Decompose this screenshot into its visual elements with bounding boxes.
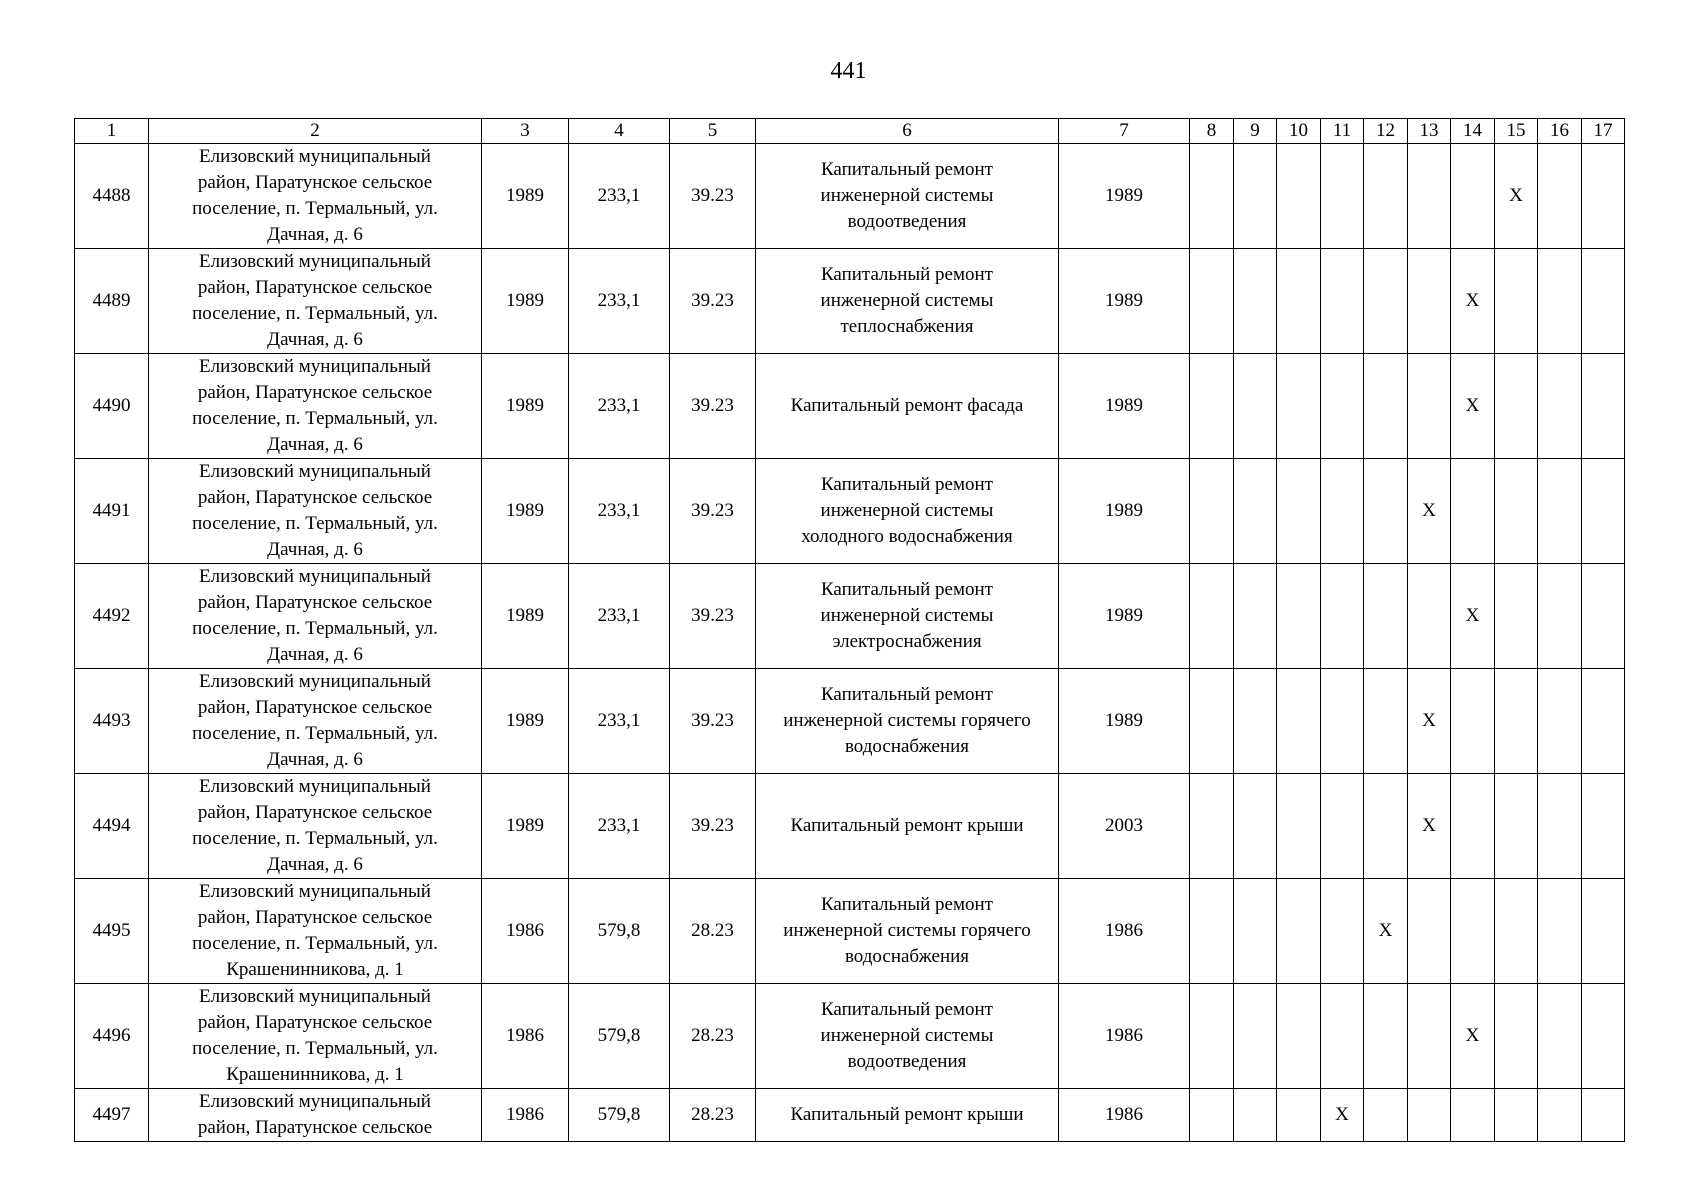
period-cell-10 <box>1277 984 1321 1089</box>
code-cell: 39.23 <box>670 144 756 249</box>
mark-cell: X <box>1495 144 1538 249</box>
period-cell-16 <box>1538 669 1582 774</box>
period-cell-10 <box>1277 144 1321 249</box>
period-cell-8 <box>1190 669 1234 774</box>
period-cell-16 <box>1538 984 1582 1089</box>
period-cell-16 <box>1538 459 1582 564</box>
period-cell-14 <box>1451 669 1495 774</box>
period-cell-15 <box>1495 774 1538 879</box>
period-cell-15 <box>1495 669 1538 774</box>
table-body <box>75 119 1625 1142</box>
period-cell-14 <box>1451 879 1495 984</box>
period-cell-10 <box>1277 459 1321 564</box>
build-year-cell: 1989 <box>482 249 569 354</box>
table-row <box>75 144 1625 249</box>
work-type-cell: Капитальный ремонт инженерной системы горячего водоснабжения <box>756 879 1059 984</box>
work-type-cell: Капитальный ремонт инженерной системы водоотведения <box>756 984 1059 1089</box>
build-year-cell: 1989 <box>482 144 569 249</box>
column-header-13: 13 <box>1408 119 1451 144</box>
build-year-cell: 1989 <box>482 459 569 564</box>
period-cell-14 <box>1451 774 1495 879</box>
work-year-cell: 1986 <box>1059 984 1190 1089</box>
area-cell: 579,8 <box>569 1089 670 1142</box>
build-year-cell: 1986 <box>482 984 569 1089</box>
table-row <box>75 564 1625 669</box>
period-cell-14 <box>1451 459 1495 564</box>
period-cell-15 <box>1495 879 1538 984</box>
period-cell-13 <box>1408 879 1451 984</box>
area-cell: 233,1 <box>569 459 670 564</box>
mark-cell: X <box>1408 669 1451 774</box>
column-header-2: 2 <box>149 119 482 144</box>
period-cell-15 <box>1495 1089 1538 1142</box>
period-cell-15 <box>1495 249 1538 354</box>
column-header-5: 5 <box>670 119 756 144</box>
period-cell-17 <box>1582 354 1625 459</box>
mark-cell: X <box>1451 984 1495 1089</box>
period-cell-15 <box>1495 984 1538 1089</box>
code-cell: 39.23 <box>670 459 756 564</box>
period-cell-12 <box>1364 774 1408 879</box>
row-id: 4489 <box>75 249 149 354</box>
work-type-cell: Капитальный ремонт инженерной системы электроснабжения <box>756 564 1059 669</box>
table-row <box>75 1089 1625 1142</box>
work-type-cell: Капитальный ремонт фасада <box>756 354 1059 459</box>
period-cell-11 <box>1321 669 1364 774</box>
row-id: 4492 <box>75 564 149 669</box>
period-cell-12 <box>1364 144 1408 249</box>
period-cell-12 <box>1364 1089 1408 1142</box>
row-id: 4490 <box>75 354 149 459</box>
column-header-7: 7 <box>1059 119 1190 144</box>
row-id: 4495 <box>75 879 149 984</box>
period-cell-14 <box>1451 1089 1495 1142</box>
period-cell-16 <box>1538 249 1582 354</box>
column-header-10: 10 <box>1277 119 1321 144</box>
period-cell-11 <box>1321 354 1364 459</box>
column-header-4: 4 <box>569 119 670 144</box>
period-cell-13 <box>1408 354 1451 459</box>
mark-cell: X <box>1451 564 1495 669</box>
column-header-17: 17 <box>1582 119 1625 144</box>
period-cell-17 <box>1582 144 1625 249</box>
register-table <box>74 118 1625 1142</box>
period-cell-9 <box>1234 984 1277 1089</box>
table-row <box>75 774 1625 879</box>
period-cell-16 <box>1538 879 1582 984</box>
period-cell-10 <box>1277 564 1321 669</box>
period-cell-15 <box>1495 354 1538 459</box>
period-cell-17 <box>1582 984 1625 1089</box>
period-cell-8 <box>1190 1089 1234 1142</box>
mark-cell: X <box>1408 459 1451 564</box>
code-cell: 28.23 <box>670 1089 756 1142</box>
work-type-cell: Капитальный ремонт инженерной системы холодного водоснабжения <box>756 459 1059 564</box>
code-cell: 39.23 <box>670 669 756 774</box>
code-cell: 39.23 <box>670 354 756 459</box>
address-cell: Елизовский муниципальный район, Паратунское сельское поселение, п. Термальный, ул. Дачная, д. 6 <box>149 564 482 669</box>
period-cell-11 <box>1321 879 1364 984</box>
period-cell-12 <box>1364 564 1408 669</box>
code-cell: 39.23 <box>670 249 756 354</box>
address-cell: Елизовский муниципальный район, Паратунское сельское поселение, п. Термальный, ул. Дачная, д. 6 <box>149 249 482 354</box>
mark-cell: X <box>1408 774 1451 879</box>
period-cell-9 <box>1234 1089 1277 1142</box>
column-header-8: 8 <box>1190 119 1234 144</box>
row-id: 4497 <box>75 1089 149 1142</box>
work-year-cell: 1986 <box>1059 1089 1190 1142</box>
period-cell-11 <box>1321 564 1364 669</box>
period-cell-10 <box>1277 774 1321 879</box>
column-header-16: 16 <box>1538 119 1582 144</box>
header-row <box>75 119 1625 144</box>
build-year-cell: 1989 <box>482 774 569 879</box>
column-header-6: 6 <box>756 119 1059 144</box>
period-cell-12 <box>1364 984 1408 1089</box>
address-cell: Елизовский муниципальный район, Паратунское сельское поселение, п. Термальный, ул. Крашенинникова, д. 1 <box>149 879 482 984</box>
period-cell-13 <box>1408 1089 1451 1142</box>
area-cell: 233,1 <box>569 774 670 879</box>
mark-cell: X <box>1451 249 1495 354</box>
build-year-cell: 1989 <box>482 564 569 669</box>
area-cell: 579,8 <box>569 879 670 984</box>
address-cell: Елизовский муниципальный район, Паратунское сельское поселение, п. Термальный, ул. Дачная, д. 6 <box>149 774 482 879</box>
build-year-cell: 1986 <box>482 879 569 984</box>
period-cell-10 <box>1277 1089 1321 1142</box>
period-cell-11 <box>1321 249 1364 354</box>
period-cell-12 <box>1364 459 1408 564</box>
work-type-cell: Капитальный ремонт инженерной системы горячего водоснабжения <box>756 669 1059 774</box>
period-cell-8 <box>1190 774 1234 879</box>
period-cell-9 <box>1234 879 1277 984</box>
period-cell-17 <box>1582 249 1625 354</box>
area-cell: 233,1 <box>569 669 670 774</box>
table-row <box>75 879 1625 984</box>
period-cell-8 <box>1190 459 1234 564</box>
period-cell-8 <box>1190 564 1234 669</box>
period-cell-9 <box>1234 669 1277 774</box>
period-cell-17 <box>1582 774 1625 879</box>
period-cell-10 <box>1277 354 1321 459</box>
address-cell: Елизовский муниципальный район, Паратунское сельское поселение, п. Термальный, ул. Дачная, д. 6 <box>149 354 482 459</box>
area-cell: 579,8 <box>569 984 670 1089</box>
address-cell: Елизовский муниципальный район, Паратунское сельское <box>149 1089 482 1142</box>
work-year-cell: 1989 <box>1059 459 1190 564</box>
period-cell-13 <box>1408 249 1451 354</box>
column-header-15: 15 <box>1495 119 1538 144</box>
work-type-cell: Капитальный ремонт инженерной системы водоотведения <box>756 144 1059 249</box>
area-cell: 233,1 <box>569 564 670 669</box>
period-cell-16 <box>1538 564 1582 669</box>
period-cell-10 <box>1277 669 1321 774</box>
period-cell-17 <box>1582 459 1625 564</box>
period-cell-17 <box>1582 879 1625 984</box>
work-year-cell: 1989 <box>1059 144 1190 249</box>
work-type-cell: Капитальный ремонт крыши <box>756 1089 1059 1142</box>
period-cell-14 <box>1451 144 1495 249</box>
row-id: 4488 <box>75 144 149 249</box>
mark-cell: X <box>1364 879 1408 984</box>
area-cell: 233,1 <box>569 354 670 459</box>
period-cell-12 <box>1364 354 1408 459</box>
mark-cell: X <box>1321 1089 1364 1142</box>
table-row <box>75 669 1625 774</box>
period-cell-9 <box>1234 564 1277 669</box>
row-id: 4493 <box>75 669 149 774</box>
code-cell: 28.23 <box>670 879 756 984</box>
period-cell-9 <box>1234 459 1277 564</box>
period-cell-16 <box>1538 144 1582 249</box>
column-header-1: 1 <box>75 119 149 144</box>
period-cell-9 <box>1234 774 1277 879</box>
table-row <box>75 354 1625 459</box>
period-cell-17 <box>1582 1089 1625 1142</box>
column-header-12: 12 <box>1364 119 1408 144</box>
period-cell-15 <box>1495 459 1538 564</box>
column-header-11: 11 <box>1321 119 1364 144</box>
period-cell-11 <box>1321 984 1364 1089</box>
period-cell-13 <box>1408 144 1451 249</box>
period-cell-11 <box>1321 144 1364 249</box>
period-cell-12 <box>1364 669 1408 774</box>
row-id: 4491 <box>75 459 149 564</box>
period-cell-9 <box>1234 144 1277 249</box>
page-number: 441 <box>830 58 867 84</box>
period-cell-8 <box>1190 249 1234 354</box>
period-cell-8 <box>1190 144 1234 249</box>
period-cell-15 <box>1495 564 1538 669</box>
period-cell-16 <box>1538 774 1582 879</box>
code-cell: 39.23 <box>670 564 756 669</box>
period-cell-13 <box>1408 564 1451 669</box>
table-row <box>75 249 1625 354</box>
period-cell-11 <box>1321 774 1364 879</box>
period-cell-10 <box>1277 249 1321 354</box>
work-year-cell: 1989 <box>1059 564 1190 669</box>
period-cell-9 <box>1234 354 1277 459</box>
build-year-cell: 1989 <box>482 669 569 774</box>
work-year-cell: 2003 <box>1059 774 1190 879</box>
address-cell: Елизовский муниципальный район, Паратунское сельское поселение, п. Термальный, ул. Дачная, д. 6 <box>149 459 482 564</box>
table-row <box>75 984 1625 1089</box>
work-type-cell: Капитальный ремонт инженерной системы теплоснабжения <box>756 249 1059 354</box>
work-year-cell: 1989 <box>1059 249 1190 354</box>
area-cell: 233,1 <box>569 249 670 354</box>
build-year-cell: 1989 <box>482 354 569 459</box>
period-cell-10 <box>1277 879 1321 984</box>
row-id: 4496 <box>75 984 149 1089</box>
address-cell: Елизовский муниципальный район, Паратунское сельское поселение, п. Термальный, ул. Дачная, д. 6 <box>149 669 482 774</box>
period-cell-13 <box>1408 984 1451 1089</box>
code-cell: 28.23 <box>670 984 756 1089</box>
column-header-9: 9 <box>1234 119 1277 144</box>
period-cell-16 <box>1538 1089 1582 1142</box>
column-header-14: 14 <box>1451 119 1495 144</box>
period-cell-17 <box>1582 564 1625 669</box>
area-cell: 233,1 <box>569 144 670 249</box>
period-cell-12 <box>1364 249 1408 354</box>
period-cell-8 <box>1190 879 1234 984</box>
work-year-cell: 1989 <box>1059 354 1190 459</box>
column-header-3: 3 <box>482 119 569 144</box>
period-cell-11 <box>1321 459 1364 564</box>
work-year-cell: 1986 <box>1059 879 1190 984</box>
period-cell-17 <box>1582 669 1625 774</box>
period-cell-16 <box>1538 354 1582 459</box>
code-cell: 39.23 <box>670 774 756 879</box>
address-cell: Елизовский муниципальный район, Паратунское сельское поселение, п. Термальный, ул. Крашенинникова, д. 1 <box>149 984 482 1089</box>
build-year-cell: 1986 <box>482 1089 569 1142</box>
mark-cell: X <box>1451 354 1495 459</box>
row-id: 4494 <box>75 774 149 879</box>
address-cell: Елизовский муниципальный район, Паратунское сельское поселение, п. Термальный, ул. Дачная, д. 6 <box>149 144 482 249</box>
period-cell-8 <box>1190 984 1234 1089</box>
period-cell-8 <box>1190 354 1234 459</box>
period-cell-9 <box>1234 249 1277 354</box>
work-type-cell: Капитальный ремонт крыши <box>756 774 1059 879</box>
work-year-cell: 1989 <box>1059 669 1190 774</box>
table-row <box>75 459 1625 564</box>
